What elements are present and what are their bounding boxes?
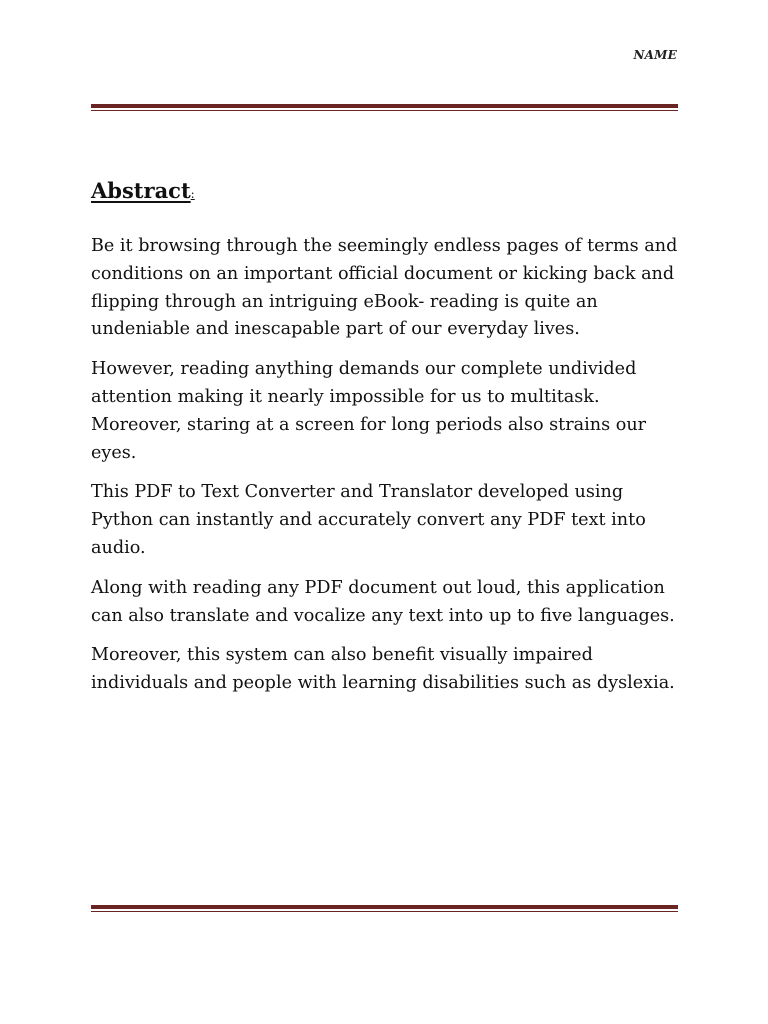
- header-divider: [91, 104, 678, 111]
- document-body: [91, 176, 681, 710]
- header-divider-thin-line: [91, 110, 678, 111]
- abstract-paragraph-1: Be it browsing through the seemingly endless pages of terms and conditions on an important official document or kicking back and flipping through an intriguing eBook- reading is quite an undeniable and inescapable part of our everyday lives.: [91, 236, 678, 340]
- header-divider-thick-line: [91, 104, 678, 108]
- abstract-paragraph-3: This PDF to Text Converter and Translator developed using Python can instantly and accurately convert any PDF text into audio.: [91, 482, 646, 558]
- abstract-paragraph-4: Along with reading any PDF document out loud, this application can also translate and vocalize any text into up to five languages.: [91, 577, 675, 626]
- header-name: NAME: [633, 48, 677, 62]
- footer-divider-thick-line: [91, 905, 678, 909]
- footer-divider: [91, 905, 678, 912]
- abstract-paragraph-5: Moreover, this system can also benefit visually impaired individuals and people with learning disabilities such as dyslexia.: [91, 645, 675, 694]
- abstract-paragraph-2: However, reading anything demands our complete undivided attention making it nearly impossible for us to multitask. Moreover, staring at a screen for long periods also strains our eyes.: [91, 359, 647, 463]
- abstract-title-colon: :: [190, 187, 195, 201]
- abstract-heading: [91, 176, 681, 209]
- footer-divider-thin-line: [91, 911, 678, 912]
- abstract-title: Abstract: [91, 178, 191, 203]
